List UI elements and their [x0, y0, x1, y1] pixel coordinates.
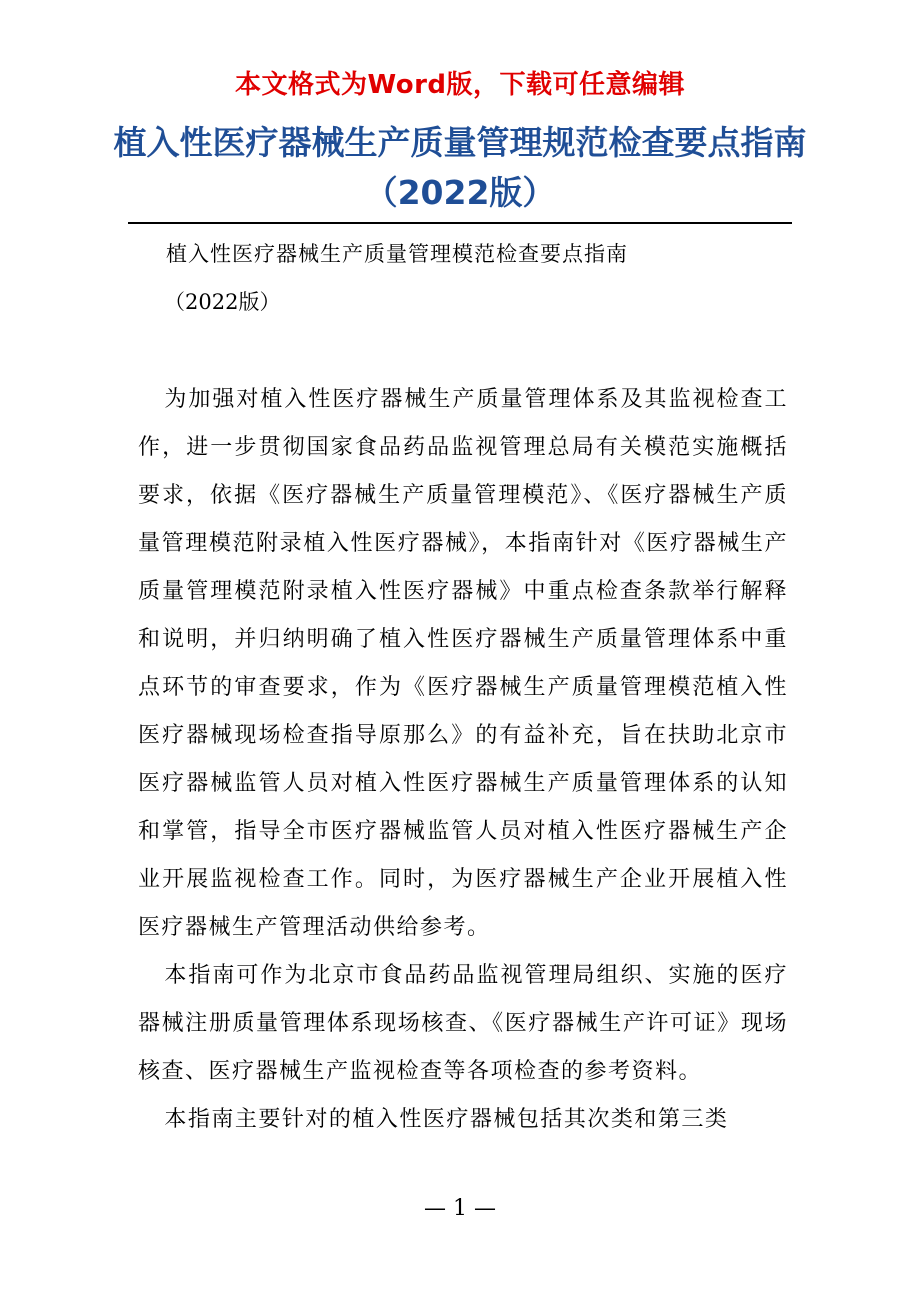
body-paragraph: 为加强对植入性医疗器械生产质量管理体系及其监视检查工作，进一步贯彻国家食品药品监视管理总局有关模范实施概括要求，依据《医疗器械生产质量管理模范》、《医疗器械生产质量管理模范附录植入性医疗器械》，本指南针对《医疗器械生产质量管理模范附录植入性医疗器械》中重点检查条款举行解释和说明，并归纳明确了植入性医疗器械生产质量管理体系中重点环节的审查要求，作为《医疗器械生产质量管理模范植入性医疗器械现场检查指导原那么》的有益补充，旨在扶助北京市医疗器械监管人员对植入性医疗器械生产质量管理体系的认知和掌管，指导全市医疗器械监管人员对植入性医疗器械生产企业开展监视检查工作。同时，为医疗器械生产企业开展植入性医疗器械生产管理活动供给参考。 [138, 387, 788, 940]
page-number: — 1 — [424, 1196, 496, 1221]
document-body [138, 376, 788, 1144]
document-title: 植入性医疗器械生产质量管理规范检查要点指南（2022版） [113, 123, 807, 212]
title-divider [128, 222, 792, 224]
document-subtitle: 植入性医疗器械生产质量管理模范检查要点指南 [166, 242, 628, 266]
edition-label: （2022版） [164, 290, 281, 314]
format-banner: 本文格式为Word版，下载可任意编辑 [234, 70, 686, 100]
body-paragraph: 本指南可作为北京市食品药品监视管理局组织、实施的医疗器械注册质量管理体系现场核查、《医疗器械生产许可证》现场核查、医疗器械生产监视检查等各项检查的参考资料。 [138, 963, 788, 1084]
body-paragraph: 本指南主要针对的植入性医疗器械包括其次类和第三类 [164, 1107, 729, 1132]
